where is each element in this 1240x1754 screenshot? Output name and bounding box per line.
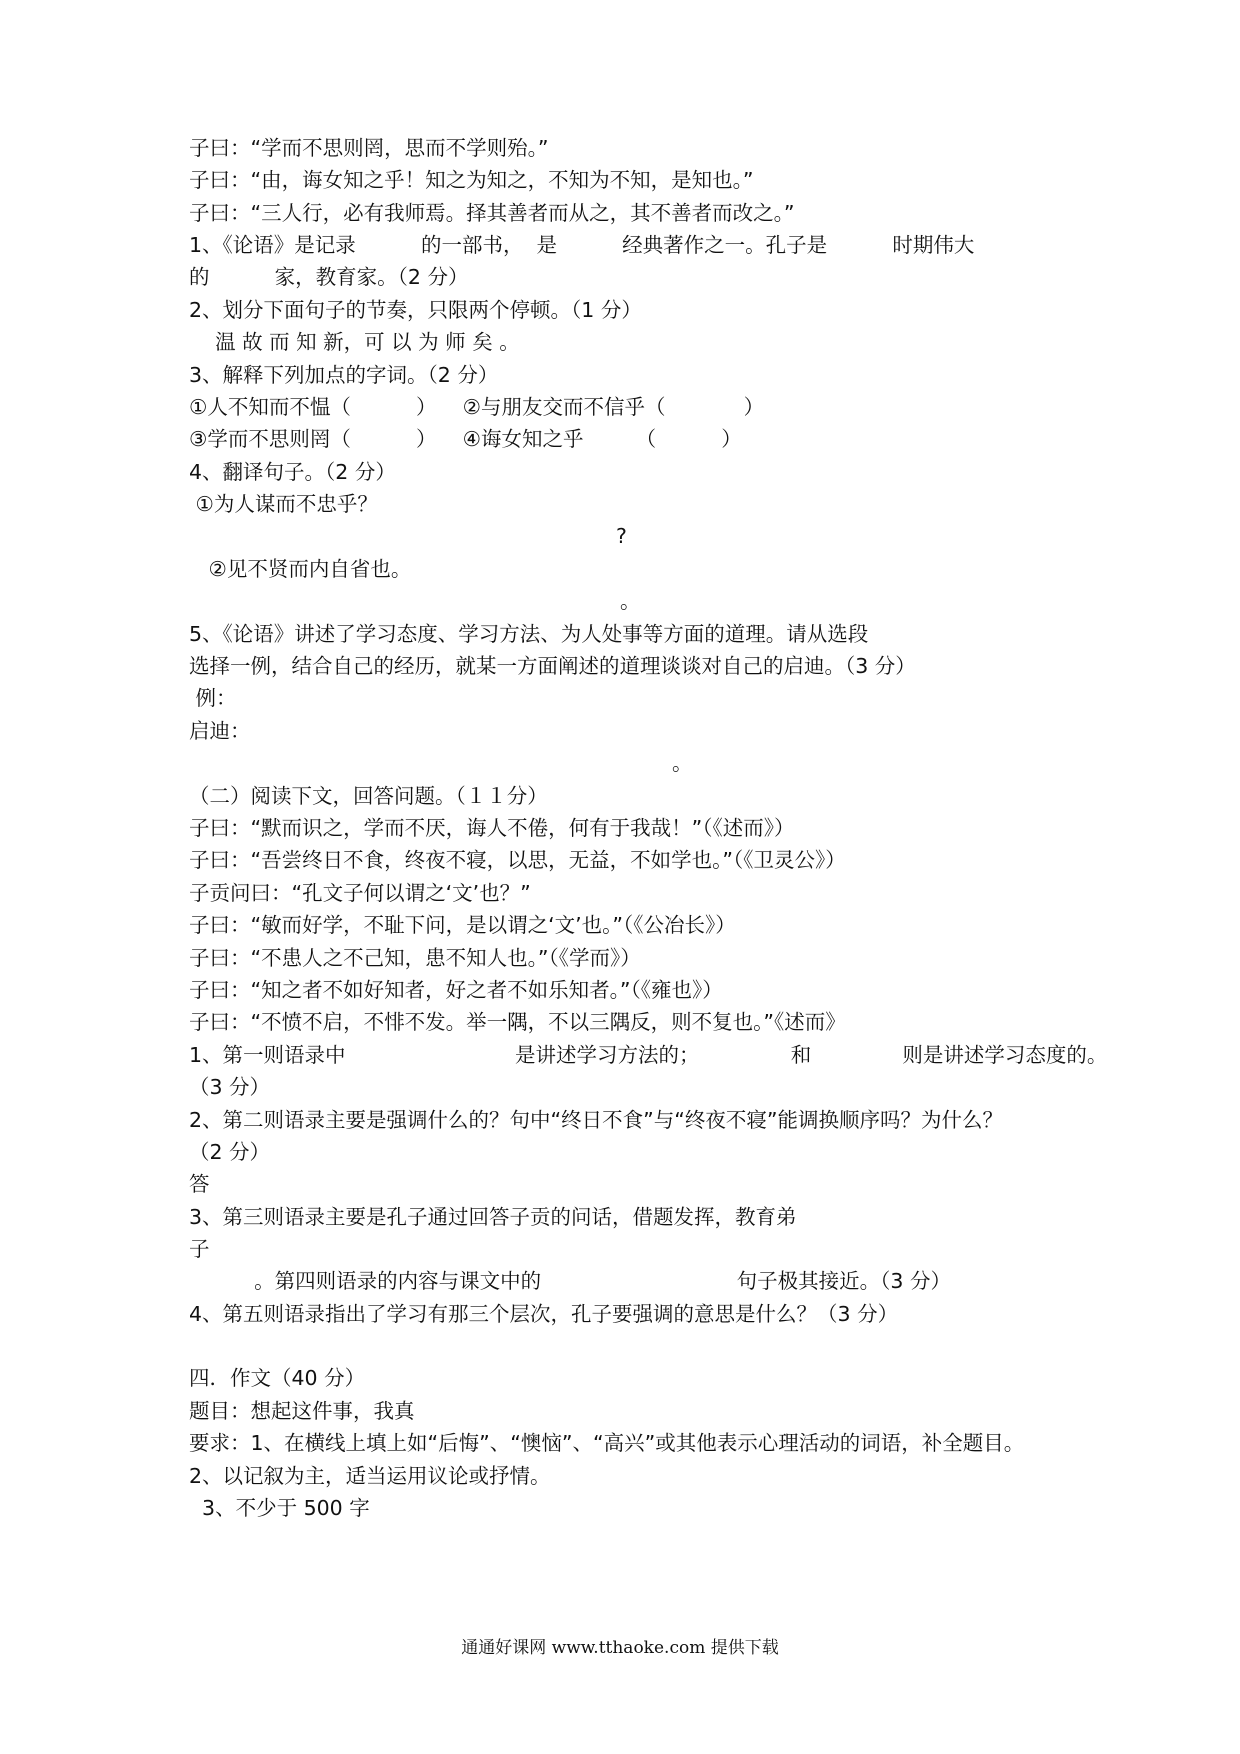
- question-1-line-2: 的 家，教育家。（2 分）: [189, 265, 469, 289]
- example-label: 例：: [189, 686, 237, 710]
- s2-question-3-line-2: 子: [189, 1237, 210, 1261]
- answer-label: 答: [189, 1172, 210, 1196]
- s2-question-4: 4、第五则语录指出了学习有那三个层次，孔子要强调的意思是什么？（3 分）: [189, 1302, 899, 1326]
- question-2-sentence: 温 故 而 知 新，可 以 为 师 矣 。: [189, 330, 520, 354]
- question-3: 3、解释下列加点的字词。（2 分）: [189, 363, 499, 387]
- passage-line-1: 子曰：“默而识之，学而不厌，诲人不倦，何有于我哉！”（《述而》）: [189, 816, 795, 840]
- quote-line-1: 子曰：“学而不思则罔，思而不学则殆。”: [189, 136, 549, 160]
- passage-line-4: 子曰：“敏而好学，不耻下问，是以谓之‘文’也。”（《公冶长》）: [189, 913, 736, 937]
- question-2: 2、划分下面句子的节奏，只限两个停顿。（1 分）: [189, 298, 642, 322]
- question-3-items-b: ③学而不思则罔（ ） ④诲女知之乎 （ ）: [189, 427, 742, 451]
- answer-blank-end-mark: 。: [672, 751, 693, 775]
- s2-question-3-line-3: 。第四则语录的内容与课文中的 句子极其接近。（3 分）: [189, 1269, 951, 1293]
- question-5-line-2: 选择一例，结合自己的经历，就某一方面阐述的道理谈谈对自己的启迪。（3 分）: [189, 654, 916, 678]
- question-4-item-1: ①为人谋而不忠乎？: [189, 492, 378, 516]
- question-4: 4、翻译句子。（2 分）: [189, 460, 396, 484]
- composition-requirement-1: 要求：1、在横线上填上如“后悔”、“懊恼”、“高兴”或其他表示心理活动的词语，补全题目。: [189, 1431, 1025, 1455]
- passage-line-7: 子曰：“不愤不启，不悱不发。举一隅，不以三隅反，则不复也。”《述而》: [189, 1010, 846, 1034]
- composition-title: 题目：想起这件事，我真: [189, 1399, 415, 1423]
- passage-line-6: 子曰：“知之者不如好知者，好之者不如乐知者。”（《雍也》）: [189, 978, 723, 1002]
- answer-blank-end-mark: 。: [620, 589, 641, 613]
- passage-line-2: 子曰：“吾尝终日不食，终夜不寝，以思，无益，不如学也。”（《卫灵公》）: [189, 848, 846, 872]
- passage-line-5: 子曰：“不患人之不己知，患不知人也。”（《学而》）: [189, 946, 641, 970]
- question-4-item-2: ②见不贤而内自省也。: [189, 557, 412, 581]
- page-footer: 通通好课网 www.tthaoke.com 提供下载: [461, 1638, 779, 1658]
- composition-heading: 四．作文（40 分）: [189, 1366, 366, 1390]
- inspiration-label: 启迪：: [189, 719, 251, 743]
- passage-line-3: 子贡问曰：“孔文子何以谓之‘文’也？”: [189, 881, 531, 905]
- answer-blank-end-mark: ?: [616, 524, 627, 548]
- question-5-line-1: 5、《论语》讲述了学习态度、学习方法、为人处事等方面的道理。请从选段: [189, 622, 869, 646]
- s2-question-1-score: （3 分）: [189, 1075, 271, 1099]
- quote-line-3: 子曰：“三人行，必有我师焉。择其善者而从之，其不善者而改之。”: [189, 201, 795, 225]
- quote-line-2: 子曰：“由，诲女知之乎！知之为知之，不知为不知，是知也。”: [189, 168, 754, 192]
- s2-question-2: 2、第二则语录主要是强调什么的？句中“终日不食”与“终夜不寝”能调换顺序吗？为什么？: [189, 1108, 1004, 1132]
- s2-question-3-line-1: 3、第三则语录主要是孔子通过回答子贡的问话，借题发挥，教育弟: [189, 1205, 797, 1229]
- s2-question-2-score: （2 分）: [189, 1140, 271, 1164]
- composition-requirement-3: 3、不少于 500 字: [189, 1496, 370, 1520]
- section-2-heading: （二）阅读下文，回答问题。（１１分）: [189, 784, 548, 808]
- composition-requirement-2: 2、以记叙为主，适当运用议论或抒情。: [189, 1464, 551, 1488]
- question-1-line-1: 1、《论语》是记录 的一部书， 是 经典著作之一。孔子是 时期伟大: [189, 233, 975, 257]
- question-3-items-a: ①人不知而不愠（ ） ②与朋友交而不信乎（ ）: [189, 395, 765, 419]
- s2-question-1: 1、第一则语录中 是讲述学习方法的； 和 则是讲述学习态度的。: [189, 1043, 1108, 1067]
